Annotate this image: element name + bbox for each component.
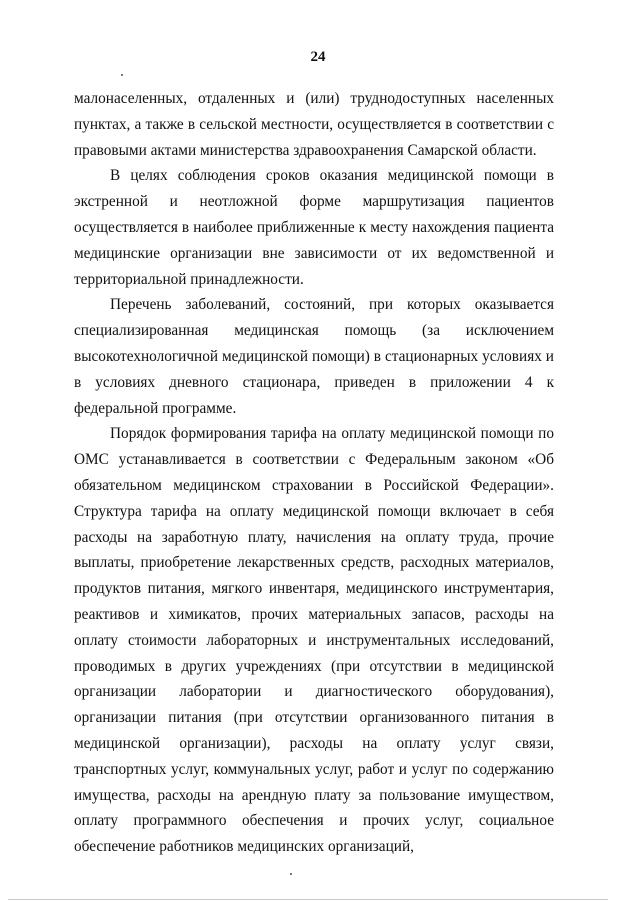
paragraph-1: малонаселенных, отдаленных и (или) труднодоступных населенных пунктах, а также в сельской местности, осуществляется в соответствии с правовыми актами министерства здравоохранения Самарской области.	[74, 90, 554, 159]
paragraph-2: В целях соблюдения сроков оказания медицинской помощи в экстренной и неотложной форме маршрутизация пациентов осуществляется в наиболее приближенные к месту нахождения пациента медицинские организации вне зависимости от их ведомственной и территориальной принадлежности.	[74, 167, 554, 288]
bottom-edge-line	[8, 899, 608, 900]
body-text	[74, 86, 554, 860]
scan-speck	[121, 74, 123, 76]
paragraph-3: Перечень заболеваний, состояний, при которых оказывается специализированная медицинская помощь (за исключением высокотехнологичной медицинской помощи) в стационарных условиях и в условиях дневного стационара, приведен в приложении 4 к федеральной программе.	[74, 296, 554, 417]
page-number: 24	[310, 49, 326, 65]
scan-speck	[290, 873, 292, 875]
paragraph-4: Порядок формирования тарифа на оплату медицинской помощи по ОМС устанавливается в соответствии с Федеральным законом «Об обязательном медицинском страховании в Российской Федерации». Структура тарифа на оплату медицинской помощи включает в себя расходы на заработную плату, начисления на оплату труда, прочие выплаты, приобретение лекарственных средств, расходных материалов, продуктов питания, мягкого инвентаря, медицинского инструментария, реактивов и химикатов, прочих материальных запасов, расходы на оплату стоимости лабораторных и инструментальных исследований, проводимых в других учреждениях (при отсутствии в медицинской организации лаборатории и диагностического оборудования), организации питания (при отсутствии организованного питания в медицинской организации), расходы на оплату услуг связи, транспортных услуг, коммунальных услуг, работ и услуг по содержанию имущества, расходы на арендную плату за пользование имуществом, оплату программного обеспечения и прочих услуг, социальное обеспечение работников медицинских организаций,	[74, 425, 554, 856]
